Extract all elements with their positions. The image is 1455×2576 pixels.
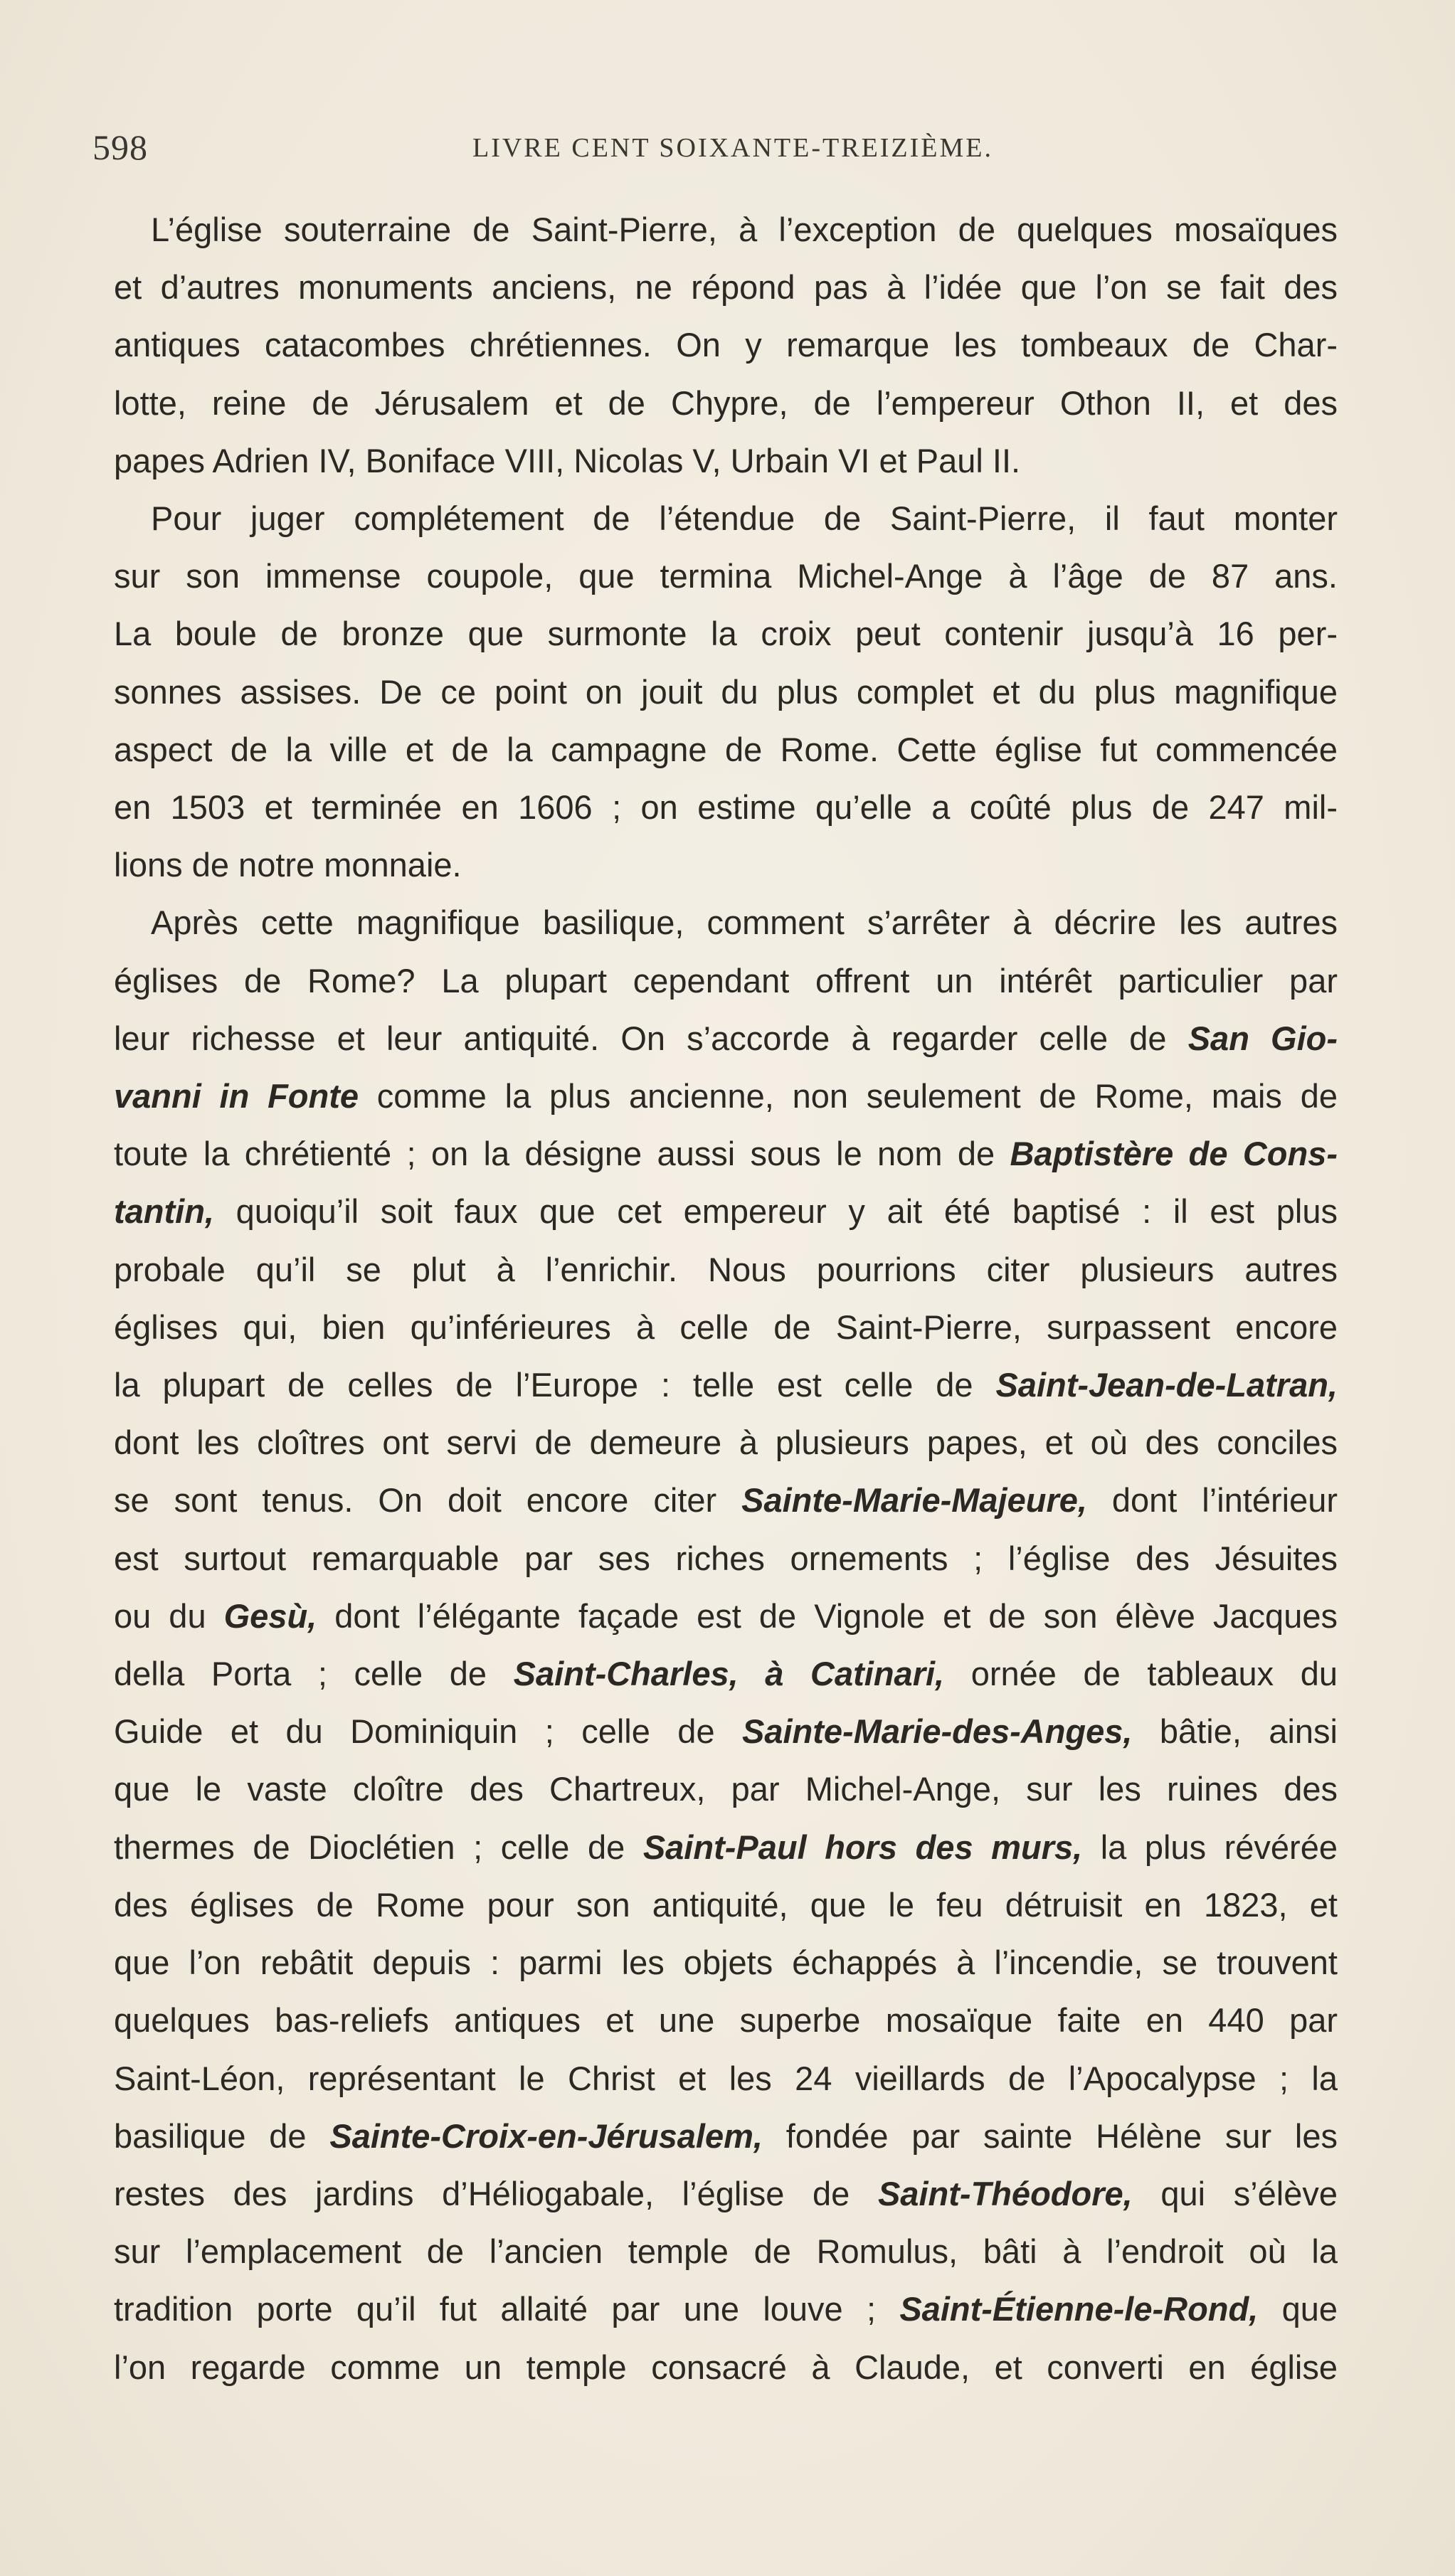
text-line xyxy=(114,605,1338,662)
text-run: la plupart de celles de l’Europe : telle est celle de xyxy=(114,1366,996,1404)
italic-title: tantin, xyxy=(114,1192,214,1231)
text-line xyxy=(114,894,1338,951)
text-run: sur l’emplacement de l’ancien temple de Romulus, bâti à l’endroit où la xyxy=(114,2232,1338,2271)
text-run: que xyxy=(1258,2290,1338,2328)
text-run: basilique de xyxy=(114,2116,330,2155)
italic-title: Saint-Jean-de-Latran, xyxy=(995,1366,1338,1404)
italic-title: Sainte-Marie-Majeure, xyxy=(741,1481,1087,1520)
text-run: della Porta ; celle de xyxy=(114,1655,514,1693)
text-line xyxy=(114,1471,1338,1529)
text-run: Saint-Léon, représentant le Christ et les 24 vieillards de l’Apocalypse ; la xyxy=(114,2059,1338,2097)
italic-title: Baptistère de Cons- xyxy=(1010,1135,1338,1173)
text-line xyxy=(114,1702,1338,1760)
text-run: Guide et du Dominiquin ; celle de xyxy=(114,1712,743,1751)
text-line xyxy=(114,201,1338,258)
text-run: et d’autres monuments anciens, ne répond pas à l’idée que l’on se fait des xyxy=(114,268,1338,307)
text-line xyxy=(114,836,1338,894)
text-run: ornée de tableaux du xyxy=(944,1655,1338,1693)
text-line xyxy=(114,1067,1338,1125)
italic-title: Sainte-Marie-des-Anges, xyxy=(742,1712,1133,1751)
text-line xyxy=(114,1182,1338,1240)
text-line xyxy=(114,432,1338,489)
text-run: dont l’intérieur xyxy=(1086,1481,1338,1520)
text-line xyxy=(114,2050,1338,2107)
text-run: probale qu’il se plut à l’enrichir. Nous pourrions citer plusieurs autres xyxy=(114,1250,1338,1288)
text-line xyxy=(114,1414,1338,1471)
text-line xyxy=(114,663,1338,721)
text-line xyxy=(114,2338,1338,2396)
text-run: dont l’élégante façade est de Vignole et de son élève Jacques xyxy=(317,1596,1338,1635)
text-run: lotte, reine de Jérusalem et de Chypre, de l’empereur Othon II, et des xyxy=(114,383,1338,422)
text-run: églises de Rome? La plupart cependant offrent un intérêt particulier par xyxy=(114,961,1338,1000)
text-line xyxy=(114,1645,1338,1702)
page-number: 598 xyxy=(92,127,148,167)
text-run: aspect de la ville et de la campagne de Rome. Cette église fut commencée xyxy=(114,730,1338,768)
text-run: papes Adrien IV, Boniface VIII, Nicolas V, Urbain VI et Paul II. xyxy=(114,441,1021,479)
text-run: lions de notre monnaie. xyxy=(114,846,462,884)
text-line xyxy=(114,547,1338,605)
text-line xyxy=(114,2107,1338,2165)
text-run: bâtie, ainsi xyxy=(1132,1712,1338,1751)
italic-title: Sainte-Croix-en-Jérusalem, xyxy=(329,2116,763,2155)
text-run: qui s’élève xyxy=(1132,2174,1338,2212)
text-run: comme la plus ancienne, non seulement de Rome, mais de xyxy=(359,1077,1338,1115)
italic-title: Gesù, xyxy=(223,1596,317,1635)
text-run: antiques catacombes chrétiennes. On y remarque les tombeaux de Char- xyxy=(114,326,1338,364)
text-run: est surtout remarquable par ses riches ornements ; l’église des Jésuites xyxy=(114,1539,1338,1577)
text-run: restes des jardins d’Héliogabale, l’église de xyxy=(114,2174,878,2212)
text-line xyxy=(114,1356,1338,1414)
text-run: l’on regarde comme un temple consacré à Claude, et converti en église xyxy=(114,2348,1338,2386)
text-run: sonnes assises. De ce point on jouit du plus complet et du plus magnifique xyxy=(114,672,1338,711)
text-run: dont les cloîtres ont servi de demeure à plusieurs papes, et où des conciles xyxy=(114,1424,1338,1462)
text-run: fondée par sainte Hélène sur les xyxy=(762,2116,1338,2155)
text-run: la plus révérée xyxy=(1082,1828,1338,1866)
text-line xyxy=(114,1587,1338,1645)
text-run: églises qui, bien qu’inférieures à celle de Saint-Pierre, surpassent encore xyxy=(114,1308,1338,1346)
text-line xyxy=(114,1818,1338,1876)
italic-title: San Gio- xyxy=(1187,1019,1338,1057)
text-run: Pour juger complétement de l’étendue de Saint-Pierre, il faut monter xyxy=(151,499,1338,538)
text-line xyxy=(114,1530,1338,1587)
text-line xyxy=(114,1876,1338,1934)
italic-title: Saint-Théodore, xyxy=(877,2174,1133,2212)
text-line xyxy=(114,1125,1338,1182)
text-run: se sont tenus. On doit encore citer xyxy=(114,1481,742,1520)
text-line xyxy=(114,1760,1338,1818)
text-line xyxy=(114,1241,1338,1298)
text-run: tradition porte qu’il fut allaité par une louve ; xyxy=(114,2290,900,2328)
text-line xyxy=(114,1991,1338,2049)
page-header xyxy=(92,127,1345,169)
italic-title: Saint-Charles, à Catinari, xyxy=(513,1655,945,1693)
text-run: quelques bas-reliefs antiques et une superbe mosaïque faite en 440 par xyxy=(114,2001,1338,2040)
text-run: en 1503 et terminée en 1606 ; on estime qu’elle a coûté plus de 247 mil- xyxy=(114,788,1338,827)
text-line xyxy=(114,2280,1338,2338)
text-run: La boule de bronze que surmonte la croix peut contenir jusqu’à 16 per- xyxy=(114,615,1338,653)
text-run: sur son immense coupole, que termina Michel-Ange à l’âge de 87 ans. xyxy=(114,557,1338,595)
text-run: des églises de Rome pour son antiquité, que le feu détruisit en 1823, et xyxy=(114,1885,1338,1924)
text-line xyxy=(114,2222,1338,2280)
text-run: leur richesse et leur antiquité. On s’accorde à regarder celle de xyxy=(114,1019,1188,1057)
body-text xyxy=(114,201,1338,2396)
running-head: LIVRE CENT SOIXANTE-TREIZIÈME. xyxy=(472,133,994,163)
text-line xyxy=(114,721,1338,778)
text-line xyxy=(114,316,1338,373)
text-run: thermes de Dioclétien ; celle de xyxy=(114,1828,643,1866)
italic-title: Saint-Paul hors des murs, xyxy=(642,1828,1083,1866)
text-line xyxy=(114,258,1338,316)
text-line xyxy=(114,1009,1338,1067)
italic-title: vanni in Fonte xyxy=(114,1077,359,1115)
text-run: L’église souterraine de Saint-Pierre, à l’exception de quelques mosaïques xyxy=(151,211,1338,248)
text-run: ou du xyxy=(114,1596,224,1635)
text-line xyxy=(114,952,1338,1009)
text-line xyxy=(114,778,1338,836)
text-run: que l’on rebâtit depuis : parmi les objets échappés à l’incendie, se trouvent xyxy=(114,1944,1338,1982)
text-line xyxy=(114,1934,1338,1991)
text-run: que le vaste cloître des Chartreux, par Michel-Ange, sur les ruines des xyxy=(114,1770,1338,1808)
italic-title: Saint-Étienne-le-Rond, xyxy=(899,2290,1259,2328)
text-line xyxy=(114,2165,1338,2222)
text-line xyxy=(114,489,1338,547)
text-run: Après cette magnifique basilique, comment s’arrêter à décrire les autres xyxy=(151,903,1338,942)
text-run: quoiqu’il soit faux que cet empereur y ait été baptisé : il est plus xyxy=(213,1192,1338,1231)
text-line xyxy=(114,374,1338,432)
text-line xyxy=(114,1298,1338,1356)
text-run: toute la chrétienté ; on la désigne aussi sous le nom de xyxy=(114,1135,1010,1173)
